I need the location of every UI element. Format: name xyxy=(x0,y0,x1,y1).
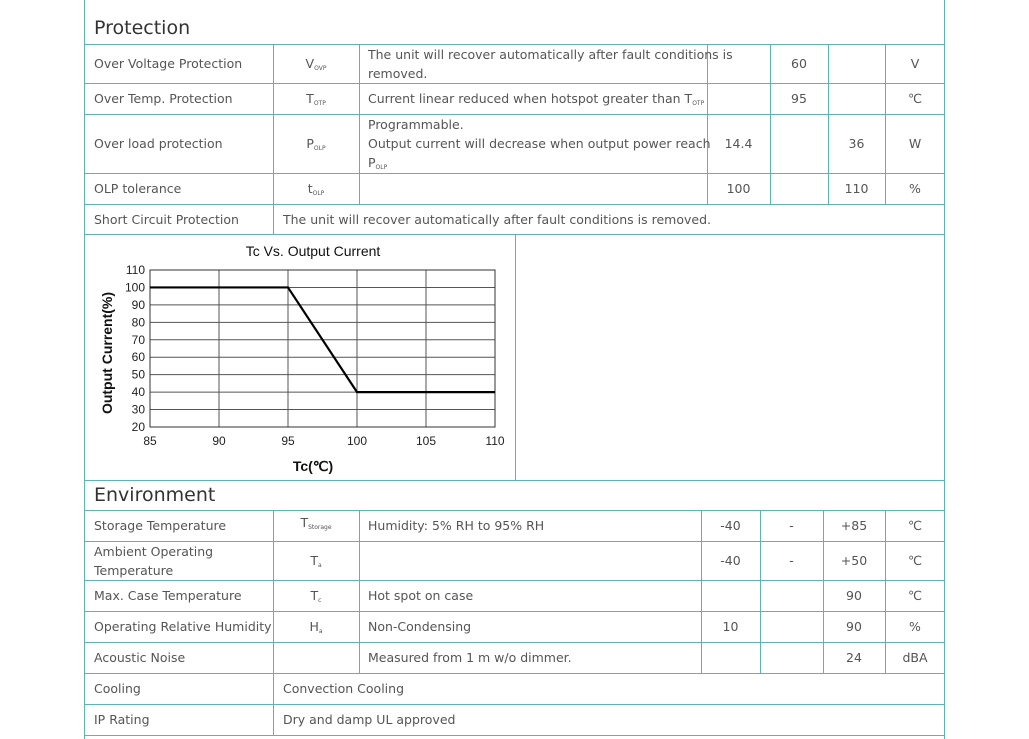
y-tick-label: 30 xyxy=(131,402,145,417)
param-label: Max. Case Temperature xyxy=(94,588,242,603)
typ-value: - xyxy=(789,518,794,533)
max-value: 110 xyxy=(844,181,869,196)
y-tick-labels xyxy=(125,263,145,434)
param-label: Cooling xyxy=(94,681,141,696)
param-label: Acoustic Noise xyxy=(94,650,186,665)
min-value: -40 xyxy=(720,553,741,568)
x-tick-label: 110 xyxy=(485,434,505,448)
max-value: +50 xyxy=(840,553,868,568)
symbol: $P_{OLP}$ xyxy=(306,136,326,152)
param-label: Storage Temperature xyxy=(94,518,227,533)
param-label-line-2: Temperature xyxy=(94,563,174,578)
plot-border xyxy=(150,270,495,427)
min-value: 14.4 xyxy=(724,136,753,151)
unit: % xyxy=(909,619,921,634)
param-label: Operating Relative Humidity xyxy=(94,619,272,634)
x-tick-label: 85 xyxy=(143,434,157,448)
param-label: IP Rating xyxy=(94,712,150,727)
symbol: $T_c$ xyxy=(310,588,322,604)
y-tick-label: 70 xyxy=(131,332,145,347)
typ-value: - xyxy=(789,553,794,568)
y-tick-label: 100 xyxy=(124,280,145,295)
y-tick-label: 50 xyxy=(131,367,145,382)
chart-title: Tc Vs. Output Current xyxy=(245,243,381,259)
y-tick-label: 20 xyxy=(131,420,145,434)
condition-line-1: The unit will recover automatically after fault conditions is xyxy=(368,47,733,62)
note-text: Convection Cooling xyxy=(283,681,405,696)
condition-line-2: removed. xyxy=(368,66,428,81)
min-value: -40 xyxy=(720,518,741,533)
condition-line-3: $P_{OLP}$ xyxy=(368,155,388,171)
typ-value: 95 xyxy=(791,91,807,106)
max-value: +85 xyxy=(840,518,868,533)
unit: V xyxy=(910,56,920,71)
x-tick-label: 100 xyxy=(346,434,368,448)
y-tick-label: 80 xyxy=(131,315,145,330)
x-tick-label: 90 xyxy=(212,434,226,448)
condition-line-2: Output current will decrease when output power reach xyxy=(368,136,711,151)
param-label: OLP tolerance xyxy=(94,181,182,196)
param-label: Short Circuit Protection xyxy=(94,212,239,227)
max-value: 90 xyxy=(846,588,862,603)
note-text: The unit will recover automatically after fault conditions is removed. xyxy=(283,212,711,227)
condition-line-1: Programmable. xyxy=(368,117,464,132)
symbol: $T_{Storage}$ xyxy=(300,515,332,531)
typ-value: 60 xyxy=(791,56,807,71)
unit: dBA xyxy=(902,650,928,665)
y-tick-label: 110 xyxy=(125,263,145,277)
derating-chart xyxy=(84,234,516,480)
condition-text: Hot spot on case xyxy=(368,588,474,603)
y-tick-label: 60 xyxy=(131,350,145,365)
y-tick-label: 90 xyxy=(131,297,145,312)
symbol: $T_{OTP}$ xyxy=(306,91,326,107)
y-axis-label: Output Current(%) xyxy=(99,291,115,415)
param-label: Over Voltage Protection xyxy=(94,56,243,71)
symbol: $V_{OVP}$ xyxy=(305,56,327,72)
x-tick-label: 95 xyxy=(281,434,295,448)
unit: ℃ xyxy=(907,553,923,568)
section-title-environment: Environment xyxy=(94,484,216,506)
param-label: Over load protection xyxy=(94,136,223,151)
symbol: $H_a$ xyxy=(309,619,323,635)
param-label-line-1: Ambient Operating xyxy=(94,544,214,559)
symbol: $t_{OLP}$ xyxy=(307,181,325,197)
unit: ℃ xyxy=(907,518,923,533)
x-tick-labels xyxy=(143,434,505,448)
min-value: 100 xyxy=(726,181,751,196)
min-value: 10 xyxy=(722,619,739,634)
x-axis-label: Tc(℃) xyxy=(292,458,334,474)
unit: W xyxy=(908,136,922,151)
condition-text: Measured from 1 m w/o dimmer. xyxy=(368,650,572,665)
unit: % xyxy=(909,181,921,196)
symbol: $T_a$ xyxy=(310,553,322,569)
section-title-protection: Protection xyxy=(94,17,191,39)
unit: ℃ xyxy=(907,91,923,106)
max-value: 90 xyxy=(846,619,862,634)
note-text: Dry and damp UL approved xyxy=(283,712,456,727)
chart-grid xyxy=(150,270,495,427)
y-tick-label: 40 xyxy=(131,385,145,400)
max-value: 36 xyxy=(848,136,865,151)
condition-text: Non-Condensing xyxy=(368,619,472,634)
condition-text: Humidity: 5% RH to 95% RH xyxy=(368,518,545,533)
max-value: 24 xyxy=(846,650,862,665)
condition-text: Current linear reduced when hotspot greater than $T_{OTP}$ xyxy=(368,91,705,107)
x-tick-label: 105 xyxy=(415,434,437,448)
param-label: Over Temp. Protection xyxy=(94,91,233,106)
unit: ℃ xyxy=(907,588,923,603)
